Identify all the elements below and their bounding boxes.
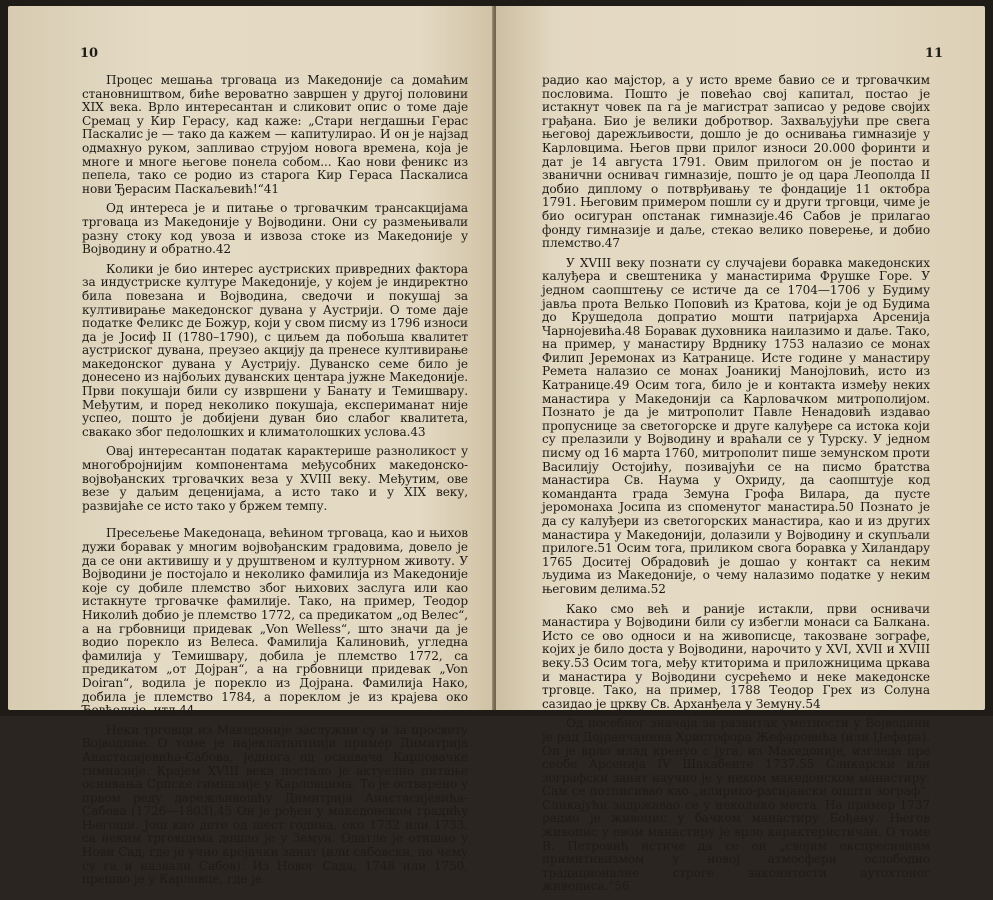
paragraph: Од посебног значаја за развитак уметности у Војводини је рад Дојранчанина Христофора Жефаровића (или Џефара). Он је врло млад кренуо с југа, из Македоније, изгледа пре сеобе Арсенија IV Шакабенте 1737.55 Сликарски или зографски занат научио је у неком македонском манастиру. Сам се потписивао као „илирико-расијански општи зограф“. Сликајући задржавао се у неколико места. На пример 1737 радио је живопис у бачком манастиру Бођану. Његов живопис у овом манастиру је врло карактеристичан. О томе В. Петровић истиче да се он „својим експресивним примитивизмом у новој атмосфери ослободио традиционалне строге законитости аутохтоног живописа.“56 <box>542 716 930 894</box>
left-page-text <box>82 74 468 893</box>
paragraph: Од интереса је и питање о трговачким трансакцијама трговаца из Македоније у Војводини. Они су размењивали разну стоку код увоза и извоза стоке из Македоније у Војводину и обратно.42 <box>82 201 468 257</box>
paragraph: Пресељење Македонаца, већином трговаца, као и њихов дужи боравак у многим војвођанским градовима, довело је да се они активишу и у друштвеном и културном животу. У Војводини је постојало и неколико фамилија из Македоније које су добиле племство због њихових заслуга или као истакнуте трговачке фамилије. Тако, на пример, Теодор Николић добио је племство 1772, са предикатом „од Велес“, а на грбовници придевак „Von Welless“, што значи да је водио порекло из Велеса. Фамилија Калиновић, угледна фамилија у Темишвару, добила је племство 1772, са предикатом „от Дојран“, а на грбовници придевак „Von Doiran“, водила је порекло из Дојрана. Фамилија Нако, добила је племство 1784, а пореклом је из краjева око Ђевђелије, итд.44 <box>82 526 468 718</box>
paragraph: Неки трговци из Македоније заслужни су и за просвету Војводине. О томе је најеклатантнији пример Димитрија Анастасијевића-Сабова, једнога од оснивача Карловачке гимназије. Крајем XVIII века постало је актуелно питање оснивања Српске гимназије у Карловцима. То је остварено у првом реду дарежљивошћу Димитрија Анастасијевића-Сабова (1726—1803).45 Он је рођен у македонском градићу Његоши. Још као дете од шест година, око 1732 или 1733, са неким трговцима дошао је у Земун. Одатле је отишао у Нови Сад, где је учио кројачки занат (или сабовски, по чему су га и назвали Сабов). Из Новог Сада, 1748 или 1750, прешао је у Карловце, где је <box>82 722 468 887</box>
paragraph: Процес мешања трговаца из Македоније са домаћим становништвом, биће вероватно завршен у другој половини XIX века. Врло интересантан и сликовит опис о томе даје Сремац у Кир Герасу, кад каже: „Стари негдашњи Герас Паскалис је — тако да кажем — капитулирао. И он је најзад одмахнуо руком, запливао струјом новога времена, која је многе и многе његове понела собом... Као нови феникс из пепела, тако се родио из старога Кир Гераса Паскалиса нови Ђерасим Паскаљевић!“41 <box>82 73 468 196</box>
paragraph: радио као мајстор, а у исто време бавио се и трговачким пословима. Пошто је повећао свој капитал, постао је истакнут човек па га је магистрат записао у редове својих грађана. Био је велики добротвор. Захваљујући пре свега његовој дарежљивости, дошло је до оснивања гимназије у Карловцима. Његов први прилог износи 20.000 форинти и дат је 14 августа 1791. Овим прилогом он је постао и званични оснивач гимназије, пошто је од цара Леополда II добио диплому о потврђивању те фондације 11 октобра 1791. Његовим примером пошли су и други трговци, чиме је био осигуран опстанак гимназије.46 Сабов је прилагао фонду гимназије и даље, стекао велико поверење, и добио племство.47 <box>542 73 930 251</box>
paragraph: Колики је био интерес аустриских привредних фактора за индустриске културе Македоније, у којем је индиректно била повезана и Војводина, сведочи и покушај за култивирање македонског дувана у Аустрији. О томе даје податке Феликс де Божур, који у свом писму из 1796 износи да је Јосиф II (1780–1790), с циљем да побољша квалитет аустриског дувана, преузео акцију да пренесе култивирање македонског дувана у Аустрију. Дуванско семе било је донесено из најбољих дуванских центара јужне Македоније. Први покушаји били су извршени у Банату и Темишвару. Међутим, и поред неколико покушаја, експериманат није успео, пошто је добијени дуван био слабог квалитета, свакако због педолошких и климатолошких услова.43 <box>82 261 468 439</box>
page-number-right: 11 <box>924 46 943 61</box>
paragraph: У XVIII веку познати су случајеви боравка македонских калуђера и свештеника у манастирима Фрушке Горе. У једном саопштењу се истиче да се 1704—1706 у Будиму јавља прота Велько Поповић из Кратова, који је од Будима до Крушедола допратио мошти патријарха Арсенија Чарнојевића.48 Боравак духовника наилазимо и даље. Тако, на пример, у манастиру Врднику 1753 налазио се монах Филип Јеремонах из Катранице. Исте године у манастиру Ремета налазио се монах Јоаникиј Манојловић, исто из Катранице.49 Осим тога, било је и контакта између неких манастира у Македонији са Карловачком митрополијом. Познато је да је митрополит Павле Ненадовић издавао пропуснице за светогорске и друге калуђере са истока који су прелазили у Војводину и враћали се у Турску. У једном писму од 16 марта 1760, митрополит пише земунском проти Василију Остојићу, позивајући се на писмо братства манастира Св. Наума у Охриду, да саопштује код команданта града Земуна Грофа Вилара, да пусте јеромонаха Јосипа из споменутог манастира.50 Познато је да су калуђери из светогорских манастира, као и из других манастира у Македонији, долазили у Војводину и скупљали прилоге.51 Осим тога, приликом свога боравка у Хиландару 1765 Доситеј Обрадовић је дошао у контакт са неким људима из Македоније, о чему налазимо податке у неким његовим делима.52 <box>542 255 930 596</box>
right-page <box>496 6 985 894</box>
page-number-left: 10 <box>80 46 99 61</box>
paragraph: Како смо већ и раније истакли, први оснивачи манастира у Војводини били су избегли монаси са Балкана. Исто се ово односи и на живописце, такозване зографе, којих је било доста у Војводини, нарочито у XVI, XVII и XVIII веку.53 Осим тога, међу ктиторима и приложницима цркава и манастира у Војводини сусрећемо и неке македонске трговце. Тако, на пример, 1788 Теодор Грех из Солуна сазидао је цркву Св. Арханђела у Земуну.54 <box>542 601 930 711</box>
paragraph: Овај интересантан податак карактерише разноликост у многобројнијим компонентама међусобних македонско-војвођанских трговачких веза у XVIII веку. Међутим, ове везе у даљим деценијама, а исто тако и у XIX веку, развијaће се исто тако у бржем темпу. <box>82 444 468 513</box>
right-page-text <box>542 74 930 900</box>
left-page <box>8 6 494 887</box>
